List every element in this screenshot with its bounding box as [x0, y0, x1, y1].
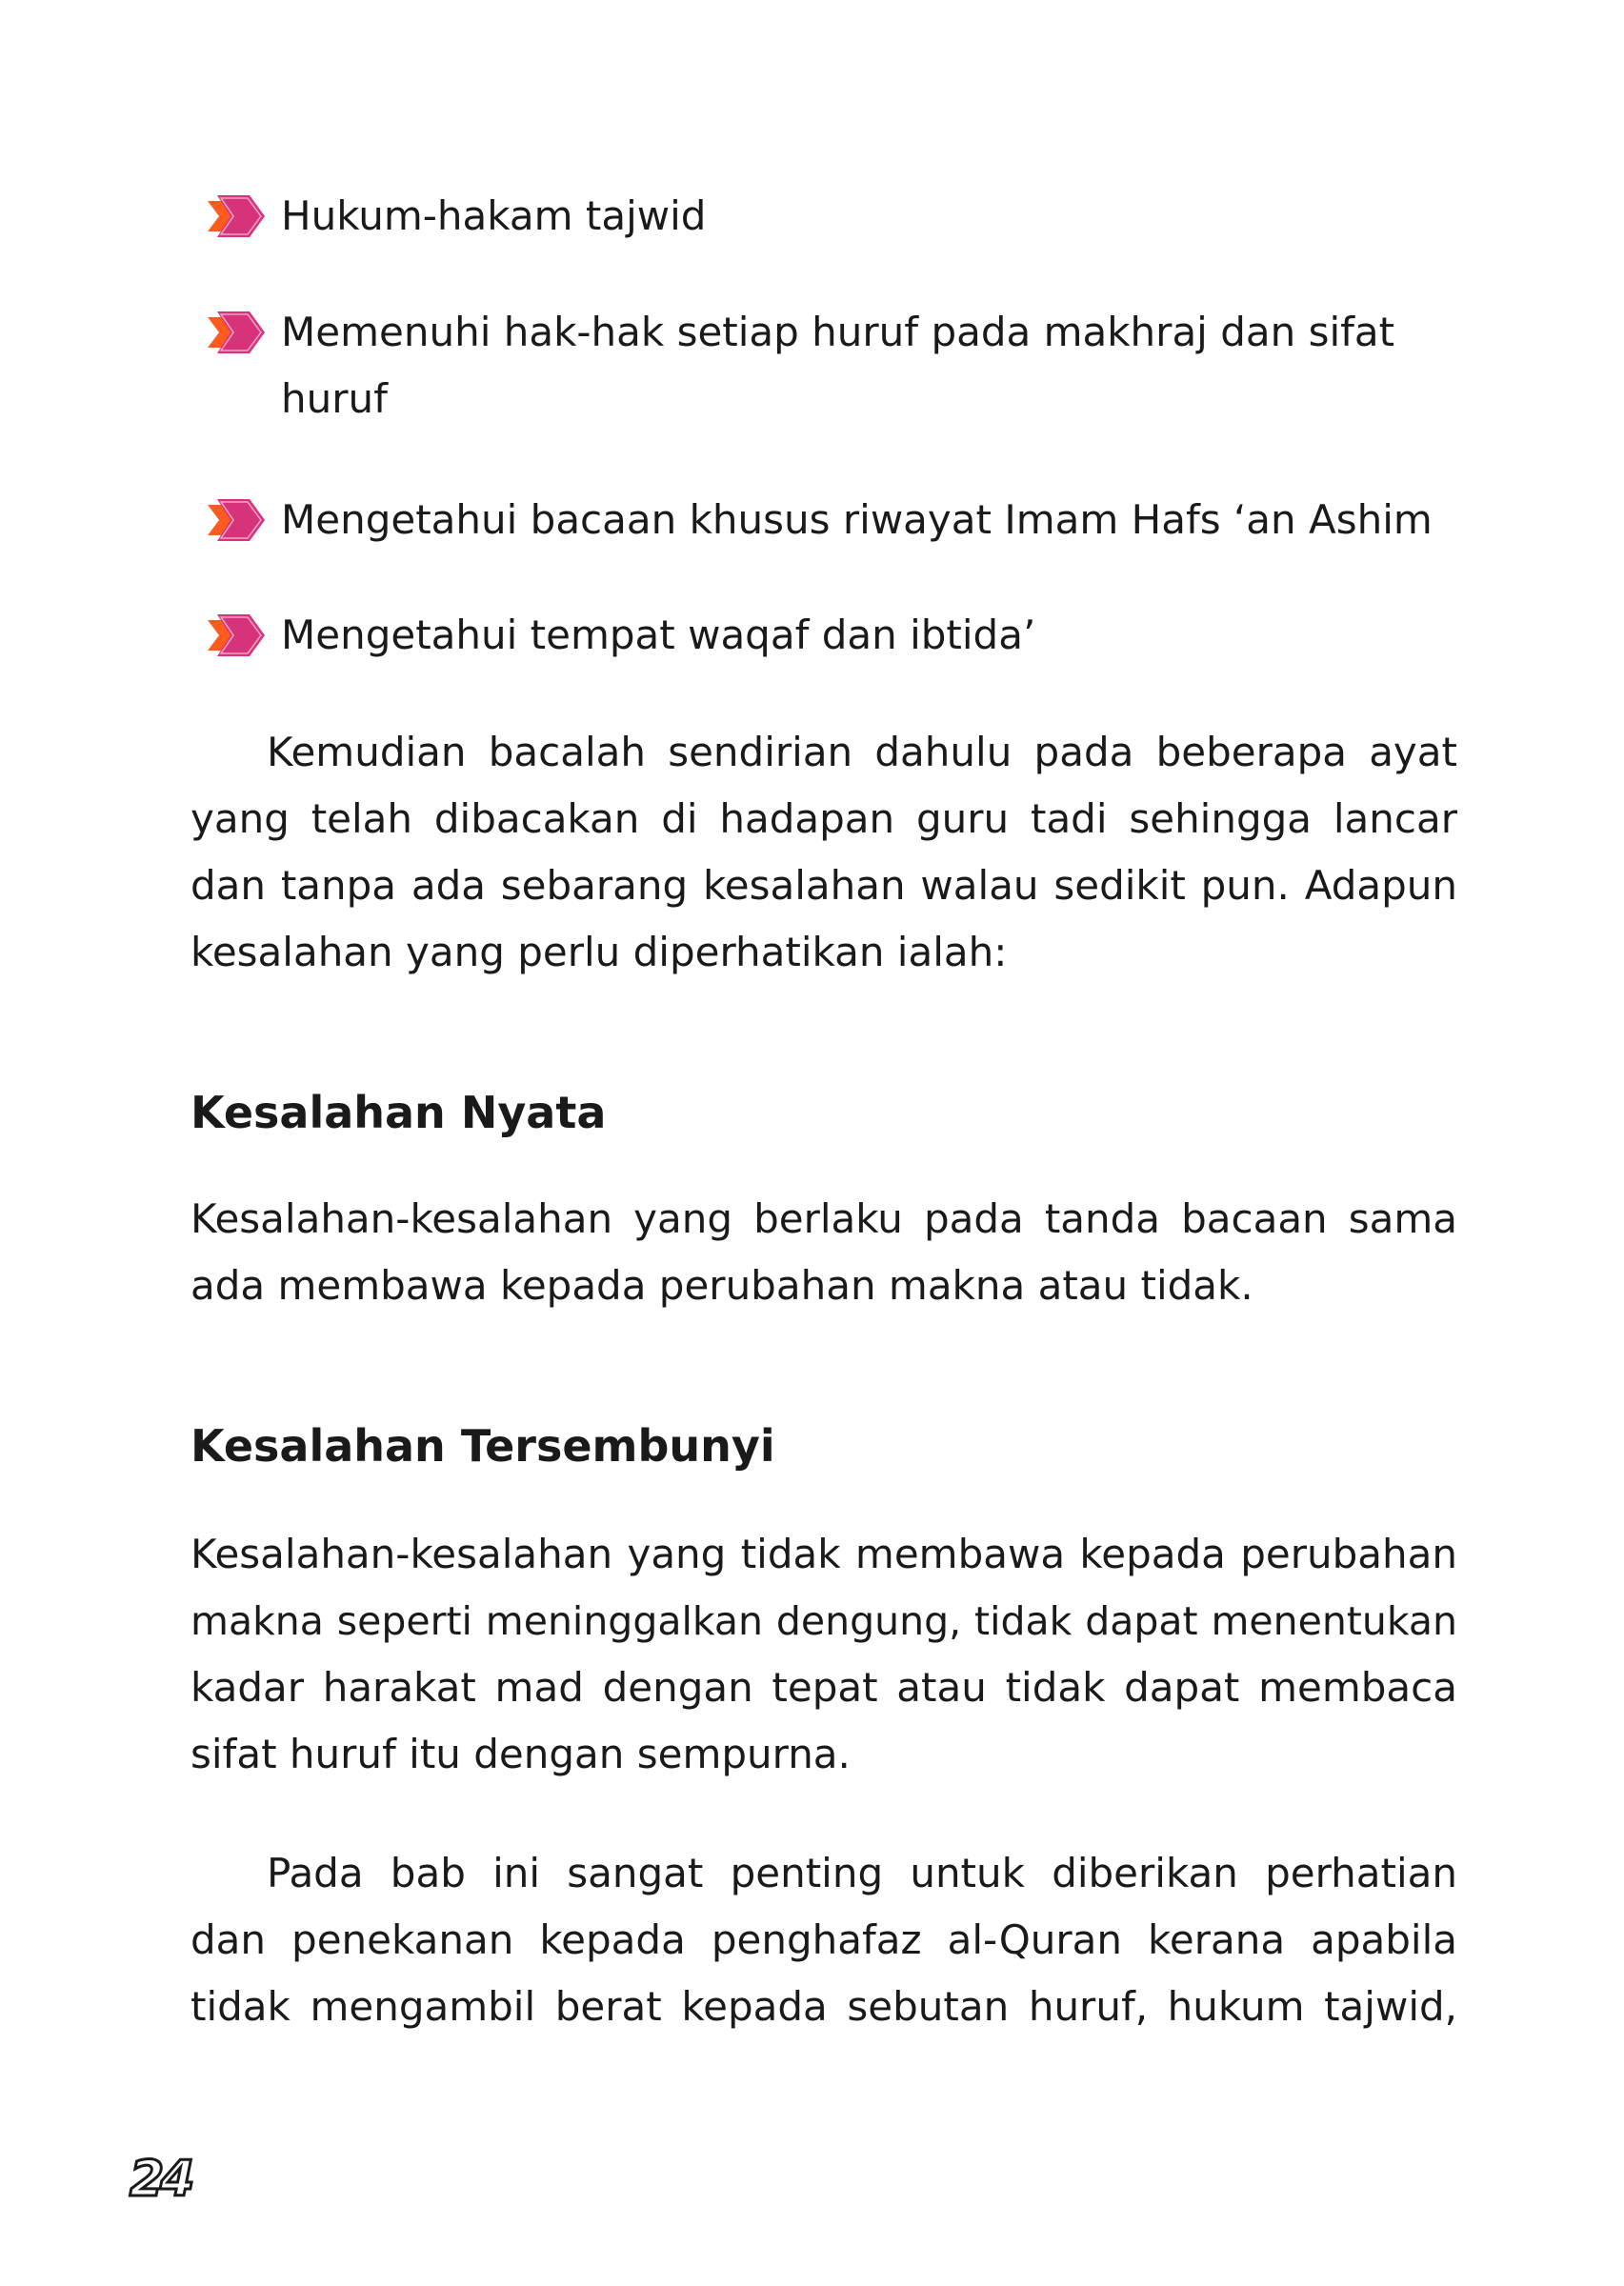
section-heading: Kesalahan Tersembunyi — [190, 1420, 775, 1472]
paragraph-line: makna seperti meninggalkan dengung, tidak dapat menentukan — [190, 1598, 1457, 1644]
bullet-text: Mengetahui bacaan khusus riwayat Imam Hafs ‘an Ashim — [281, 496, 1433, 543]
paragraph-line: sifat huruf itu dengan sempurna. — [190, 1731, 851, 1777]
bullet-text-continuation: huruf — [281, 375, 388, 422]
paragraph-line: ada membawa kepada perubahan makna atau tidak. — [190, 1262, 1253, 1309]
paragraph-line: yang telah dibacakan di hadapan guru tadi sehingga lancar — [190, 795, 1457, 842]
page-number: 24 — [130, 2151, 191, 2208]
paragraph-line: kadar harakat mad dengan tepat atau tidak dapat membaca — [190, 1664, 1457, 1711]
section-heading: Kesalahan Nyata — [190, 1087, 607, 1138]
double-chevron-icon — [208, 499, 267, 541]
bullet-text: Mengetahui tempat waqaf dan ibtida’ — [281, 612, 1036, 658]
paragraph-line: dan tanpa ada sebarang kesalahan walau sedikit pun. Adapun — [190, 862, 1457, 909]
paragraph-line: Kesalahan-kesalahan yang tidak membawa kepada perubahan — [190, 1531, 1457, 1577]
double-chevron-icon — [208, 614, 267, 656]
paragraph-line: tidak mengambil berat kepada sebutan huruf, hukum tajwid, — [190, 1983, 1457, 2030]
bullet-text: Hukum-hakam tajwid — [281, 192, 707, 239]
double-chevron-icon — [208, 311, 267, 353]
double-chevron-icon — [208, 195, 267, 237]
paragraph-line: dan penekanan kepada penghafaz al-Quran kerana apabila — [190, 1916, 1457, 1963]
paragraph-line: Pada bab ini sangat penting untuk diberikan perhatian — [267, 1850, 1457, 1896]
bullet-text: Memenuhi hak-hak setiap huruf pada makhraj dan sifat — [281, 309, 1395, 355]
paragraph-line: Kemudian bacalah sendirian dahulu pada beberapa ayat — [267, 729, 1457, 775]
paragraph-line: kesalahan yang perlu diperhatikan ialah: — [190, 929, 1008, 975]
paragraph-line: Kesalahan-kesalahan yang berlaku pada tanda bacaan sama — [190, 1195, 1457, 1242]
